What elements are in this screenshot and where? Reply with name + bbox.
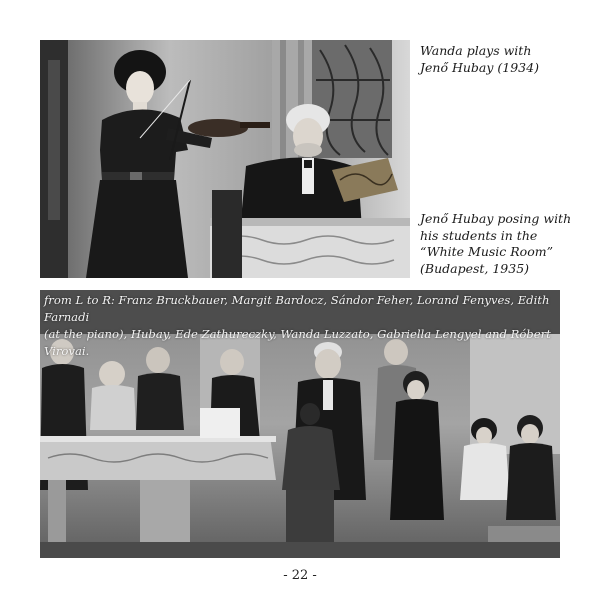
photo-wanda-and-hubay-image — [40, 40, 410, 278]
overlay-line2: (at the piano), Hubay, Ede Zathureczky, Wanda Luzzato, Gabriella Lengyel and Róbert Virovai. — [44, 327, 551, 358]
caption-bottom-line1: Jenő Hubay posing with — [420, 211, 572, 226]
photo-caption-overlay — [44, 292, 564, 360]
caption-top — [420, 43, 580, 76]
caption-bottom-line3: “White Music Room” — [420, 244, 553, 259]
caption-bottom-line2: his students in the — [420, 227, 538, 243]
caption-bottom — [420, 211, 590, 277]
caption-top-line2: Jenő Hubay (1934) — [420, 59, 539, 75]
caption-bottom-line4: (Budapest, 1935) — [420, 260, 530, 276]
caption-top-line1: Wanda plays with — [420, 43, 532, 58]
overlay-line1: from L to R: Franz Bruckbauer, Margit Bardocz, Sándor Feher, Lorand Fenyves, Edith Farnadi — [44, 293, 550, 324]
page-number: - 22 - — [283, 568, 317, 583]
photo-wanda-and-hubay — [40, 40, 410, 278]
